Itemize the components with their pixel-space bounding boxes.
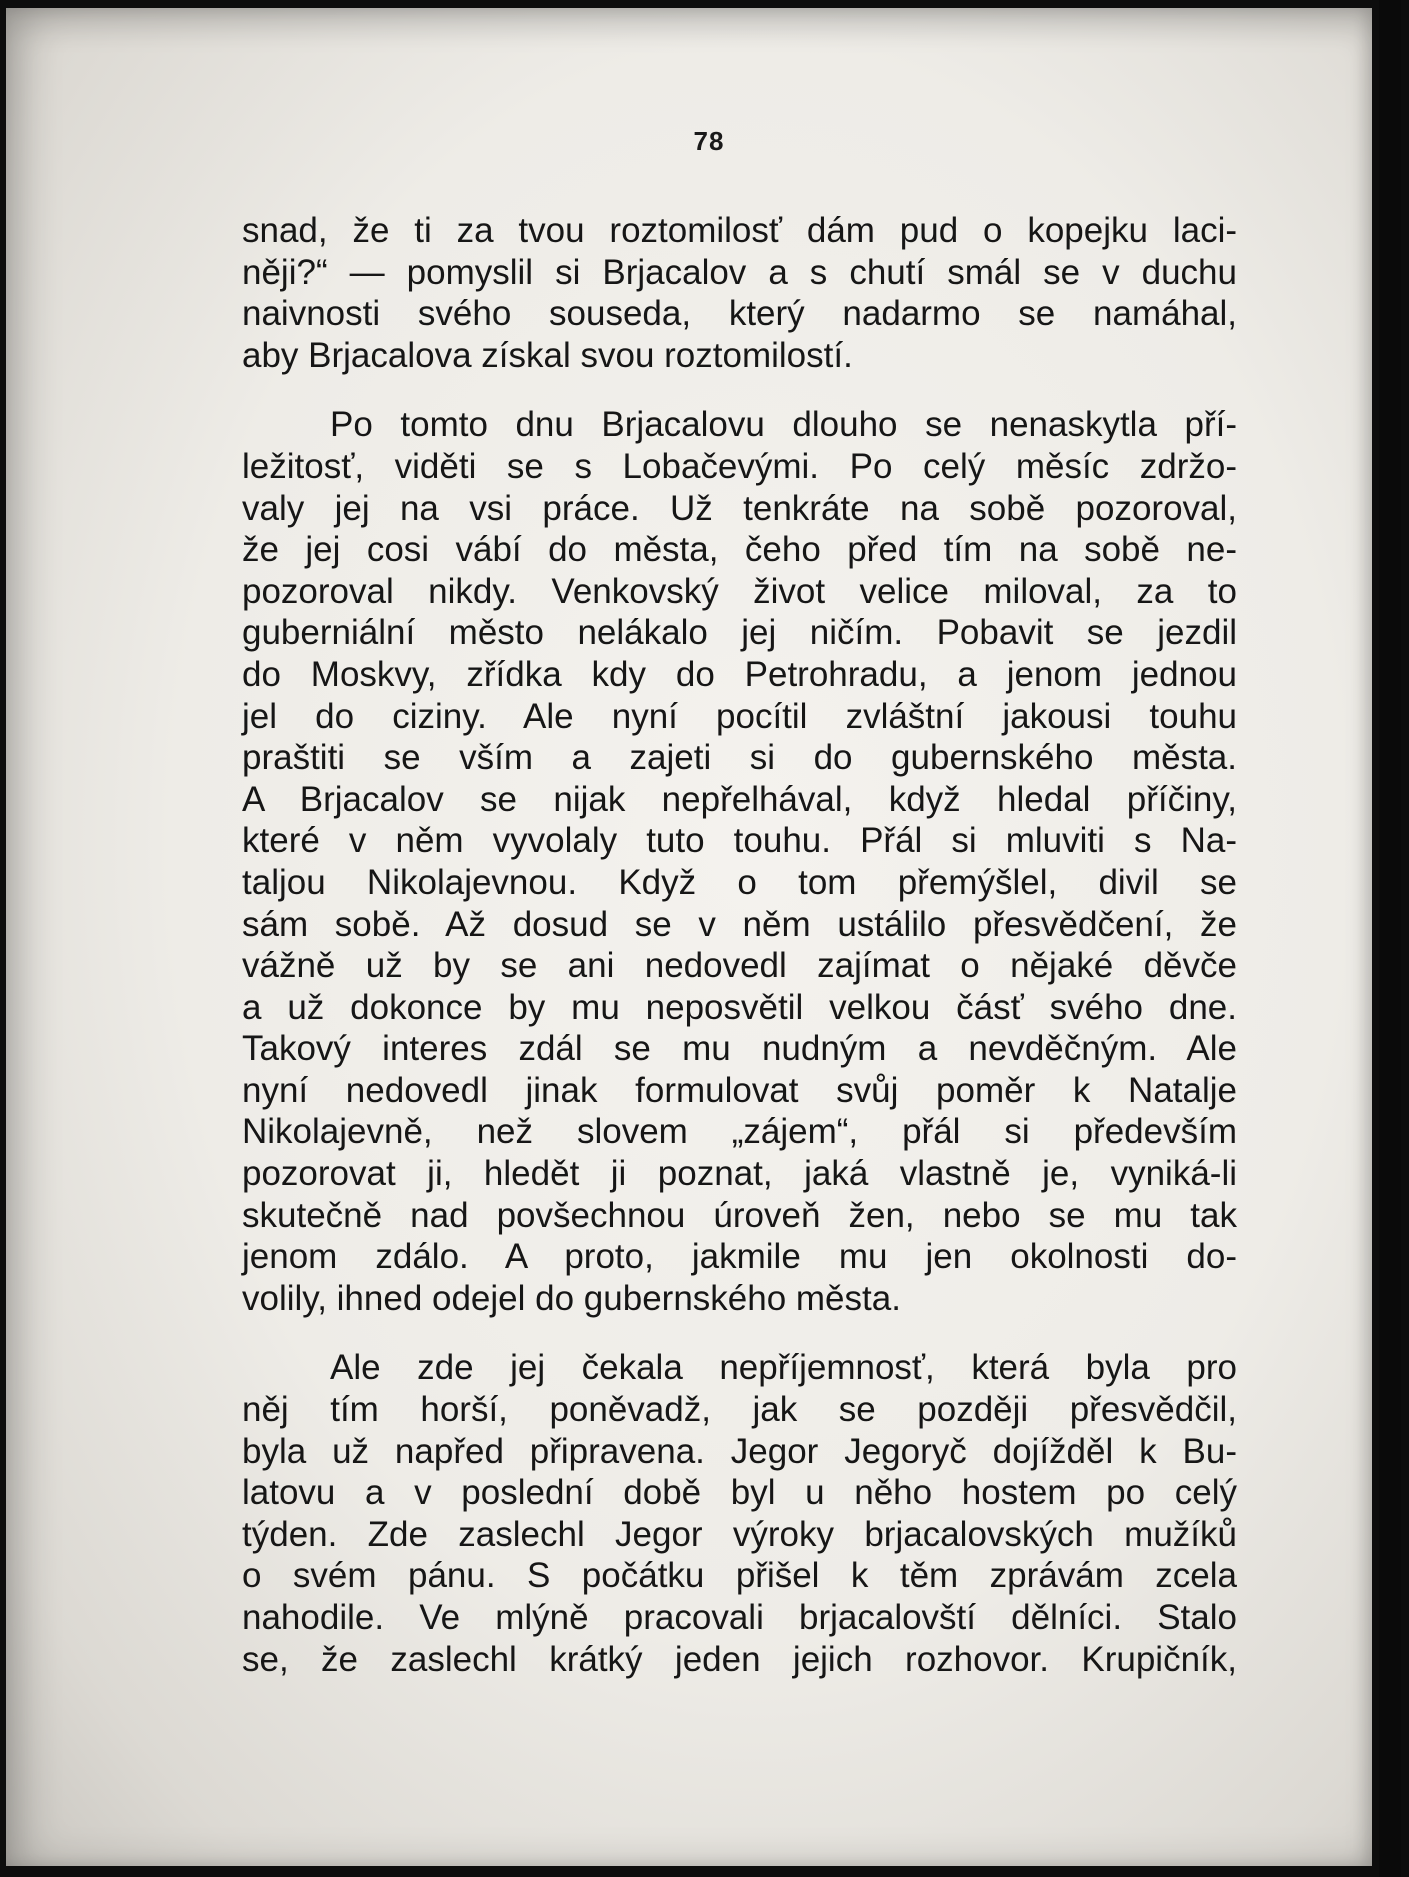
text-line: naivnosti svého souseda, který nadarmo se namáhal, <box>242 294 1237 334</box>
text-line: nahodile. Ve mlýně pracovali brjacalovští dělníci. Stalo <box>242 1598 1237 1637</box>
text-line: byla už napřed připravena. Jegor Jegoryč dojížděl k Bu- <box>242 1431 1237 1471</box>
text-line: pozoroval nikdy. Venkovský život velice miloval, za to <box>242 571 1237 611</box>
text-line: něj tím horší, poněvadž, jak se později přesvědčil, <box>242 1390 1237 1430</box>
text-line: že jej cosi vábí do města, čeho před tím na sobě ne- <box>242 530 1237 570</box>
body-text <box>242 210 1237 1680</box>
text-line: aby Brjacalova získal svou roztomilostí. <box>242 335 853 375</box>
text-line: vážně už by se ani nedovedl zajímat o nějaké děvče <box>242 946 1237 986</box>
text-line: latovu a v poslední době byl u něho hostem po celý <box>242 1473 1237 1513</box>
paragraph <box>242 404 1237 1319</box>
text-line: A Brjacalov se nijak nepřelhával, když hledal příčiny, <box>242 779 1237 819</box>
text-line: valy jej na vsi práce. Už tenkráte na sobě pozoroval, <box>242 488 1237 528</box>
text-line: Nikolajevně, než slovem „zájem“, přál si především <box>242 1112 1237 1152</box>
text-line: taljou Nikolajevnou. Když o tom přemýšlel, divil se <box>242 862 1237 902</box>
text-line: jenom zdálo. A proto, jakmile mu jen okolnosti do- <box>242 1237 1237 1277</box>
text-line: něji?“ — pomyslil si Brjacalov a s chutí smál se v duchu <box>242 252 1237 292</box>
text-line: o svém pánu. S počátku přišel k těm zprávám zcela <box>242 1556 1237 1596</box>
text-line: týden. Zde zaslechl Jegor výroky brjacalovských mužíků <box>242 1514 1237 1554</box>
text-line: ležitosť, viděti se s Lobačevými. Po celý měsíc zdržo- <box>242 446 1237 486</box>
text-line: skutečně nad povšechnou úroveň žen, nebo se mu tak <box>242 1195 1237 1235</box>
text-line: které v něm vyvolaly tuto touhu. Přál si mluviti s Na- <box>242 821 1237 861</box>
text-line: praštiti se vším a zajeti si do gubernského města. <box>242 738 1237 778</box>
paragraph <box>242 1347 1237 1680</box>
text-line: guberniální město nelákalo jej ničím. Pobavit se jezdil <box>242 613 1237 653</box>
page-number: 78 <box>693 126 725 156</box>
text-line: sám sobě. Až dosud se v něm ustálilo přesvědčení, že <box>242 904 1237 944</box>
text-line: a už dokonce by mu neposvětil velkou čásť svého dne. <box>242 987 1237 1027</box>
book-page <box>6 8 1372 1866</box>
text-line: jel do ciziny. Ale nyní pocítil zvláštní jakousi touhu <box>242 696 1237 736</box>
text-line: snad, že ti za tvou roztomilosť dám pud o kopejku laci- <box>242 211 1237 250</box>
text-line: Po tomto dnu Brjacalovu dlouho se nenaskytla pří- <box>330 405 1237 445</box>
paragraph <box>242 210 1237 376</box>
text-line: Takový interes zdál se mu nudným a nevděčným. Ale <box>242 1029 1237 1069</box>
text-line: Ale zde jej čekala nepříjemnosť, která byla pro <box>330 1348 1237 1388</box>
text-line: do Moskvy, zřídka kdy do Petrohradu, a jenom jednou <box>242 654 1237 694</box>
text-line: se, že zaslechl krátký jeden jejich rozhovor. Krupičník, <box>242 1639 1237 1679</box>
text-line: nyní nedovedl jinak formulovat svůj poměr k Natalje <box>242 1070 1237 1110</box>
page-edge-shadow <box>1379 0 1401 1877</box>
text-line: volily, ihned odejel do gubernského města. <box>242 1278 901 1318</box>
text-line: pozorovat ji, hledět ji poznat, jaká vlastně je, vyniká-li <box>242 1154 1237 1194</box>
